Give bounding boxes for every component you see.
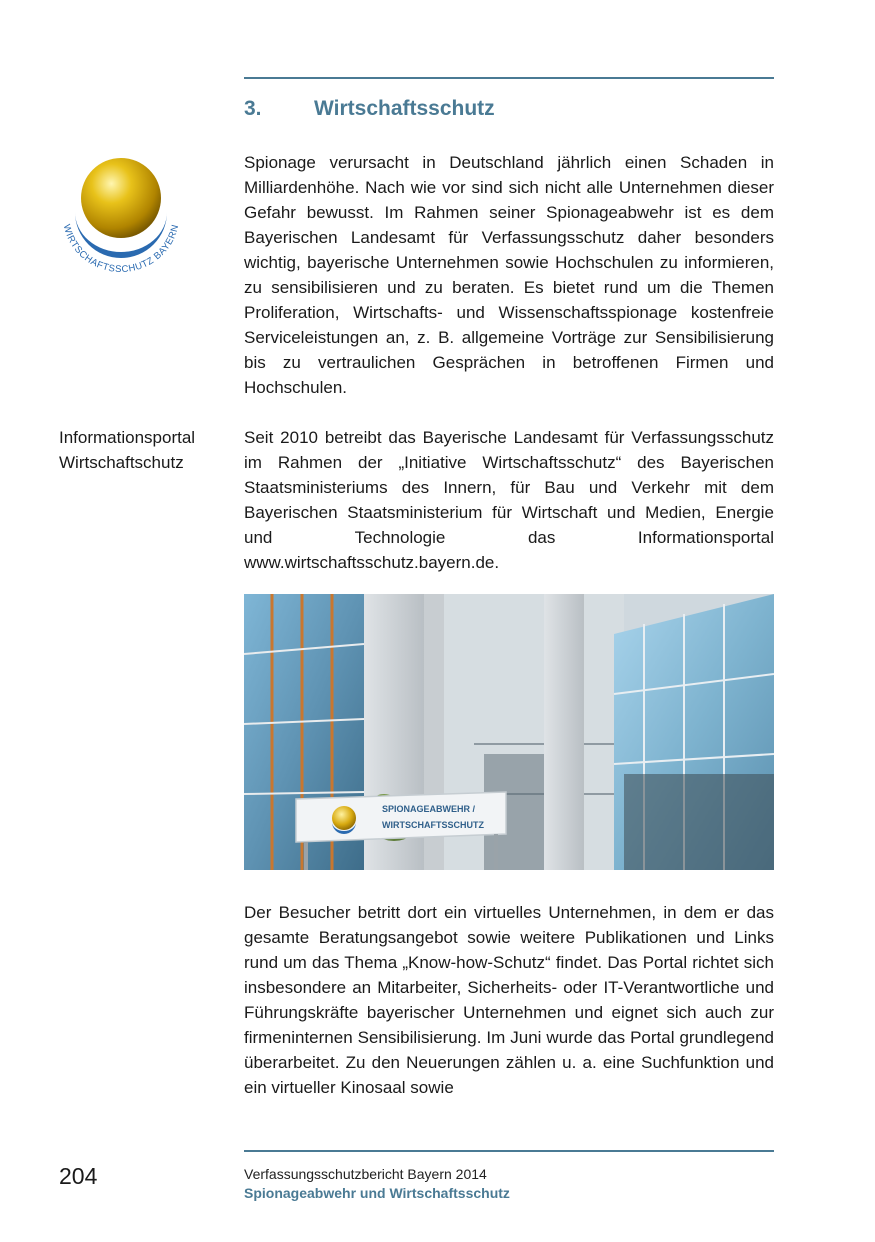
portal-paragraph: Seit 2010 betreibt das Bayerische Landesamt für Verfassungsschutz im Rahmen der „Initiative Wirtschaftsschutz“ des Bayerischen Staatsministeriums des Innern, für Bau und Verkehr mit dem Bayerischen Staatsministerium für Wirtschaft und Medien, Energie und Technologie das Informationsportal www.wirtschaftsschutz.bayern.de. xyxy=(244,428,774,572)
wirtschaftsschutz-bayern-logo xyxy=(55,150,187,276)
sign-line-1: SPIONAGEABWEHR / xyxy=(382,804,476,814)
bottom-rule xyxy=(244,1150,774,1152)
top-rule xyxy=(244,77,774,79)
footer-publication: Verfassungsschutzbericht Bayern 2014 xyxy=(244,1166,487,1182)
section-heading xyxy=(244,97,495,121)
sign-line-2: WIRTSCHAFTSSCHUTZ xyxy=(382,820,484,830)
intro-paragraph: Spionage verursacht in Deutschland jährlich einen Schaden in Milliardenhöhe. Nach wie vor sind sich nicht alle Unternehmen dieser Gefahr bewusst. Im Rahmen seiner Spionageabwehr ist es dem Bayerischen Landesamt für Verfassungsschutz daher besonders wichtig, bayerische Unternehmen sowie Hochschulen zu informieren, zu sensibilisieren und zu beraten. Es bietet rund um die Themen Proliferation, Wirtschafts- und Wissenschaftsspionage kostenfreie Serviceleistungen an, z. B. allgemeine Vorträge zur Sensibilisierung bis zu vertraulichen Gesprächen in betroffenen Firmen und Hochschulen. xyxy=(244,153,774,397)
logo-text: WIRTSCHAFTSSCHUTZ BAYERN xyxy=(60,223,182,276)
margin-note-line-2: Wirtschaftschutz xyxy=(59,453,184,472)
margin-note xyxy=(59,425,234,475)
section-title: Wirtschaftsschutz xyxy=(314,97,495,120)
margin-note-line-1: Informationsportal xyxy=(59,428,196,447)
visitor-paragraph: Der Besucher betritt dort ein virtuelles Unternehmen, in dem er das gesamte Beratungsangebot sowie weitere Publikationen und Links rund um das Thema „Know-how-Schutz“ findet. Das Portal richtet sich insbesondere an Mitarbeiter, Sicherheits- oder IT-Verantwortliche und Führungskräfte bayerischer Unternehmen und eignet sich auch zur firmeninternen Sensibilisierung. Im Juni wurde das Portal grundlegend überarbeitet. Zu den Neuerungen zählen u. a. eine Suchfunktion und ein virtueller Kinosaal sowie xyxy=(244,903,774,1097)
footer xyxy=(244,1165,510,1203)
page-number: 204 xyxy=(59,1163,98,1189)
footer-chapter: Spionageabwehr und Wirtschaftsschutz xyxy=(244,1185,510,1201)
building-photo xyxy=(244,594,774,870)
section-number: 3. xyxy=(244,97,262,120)
